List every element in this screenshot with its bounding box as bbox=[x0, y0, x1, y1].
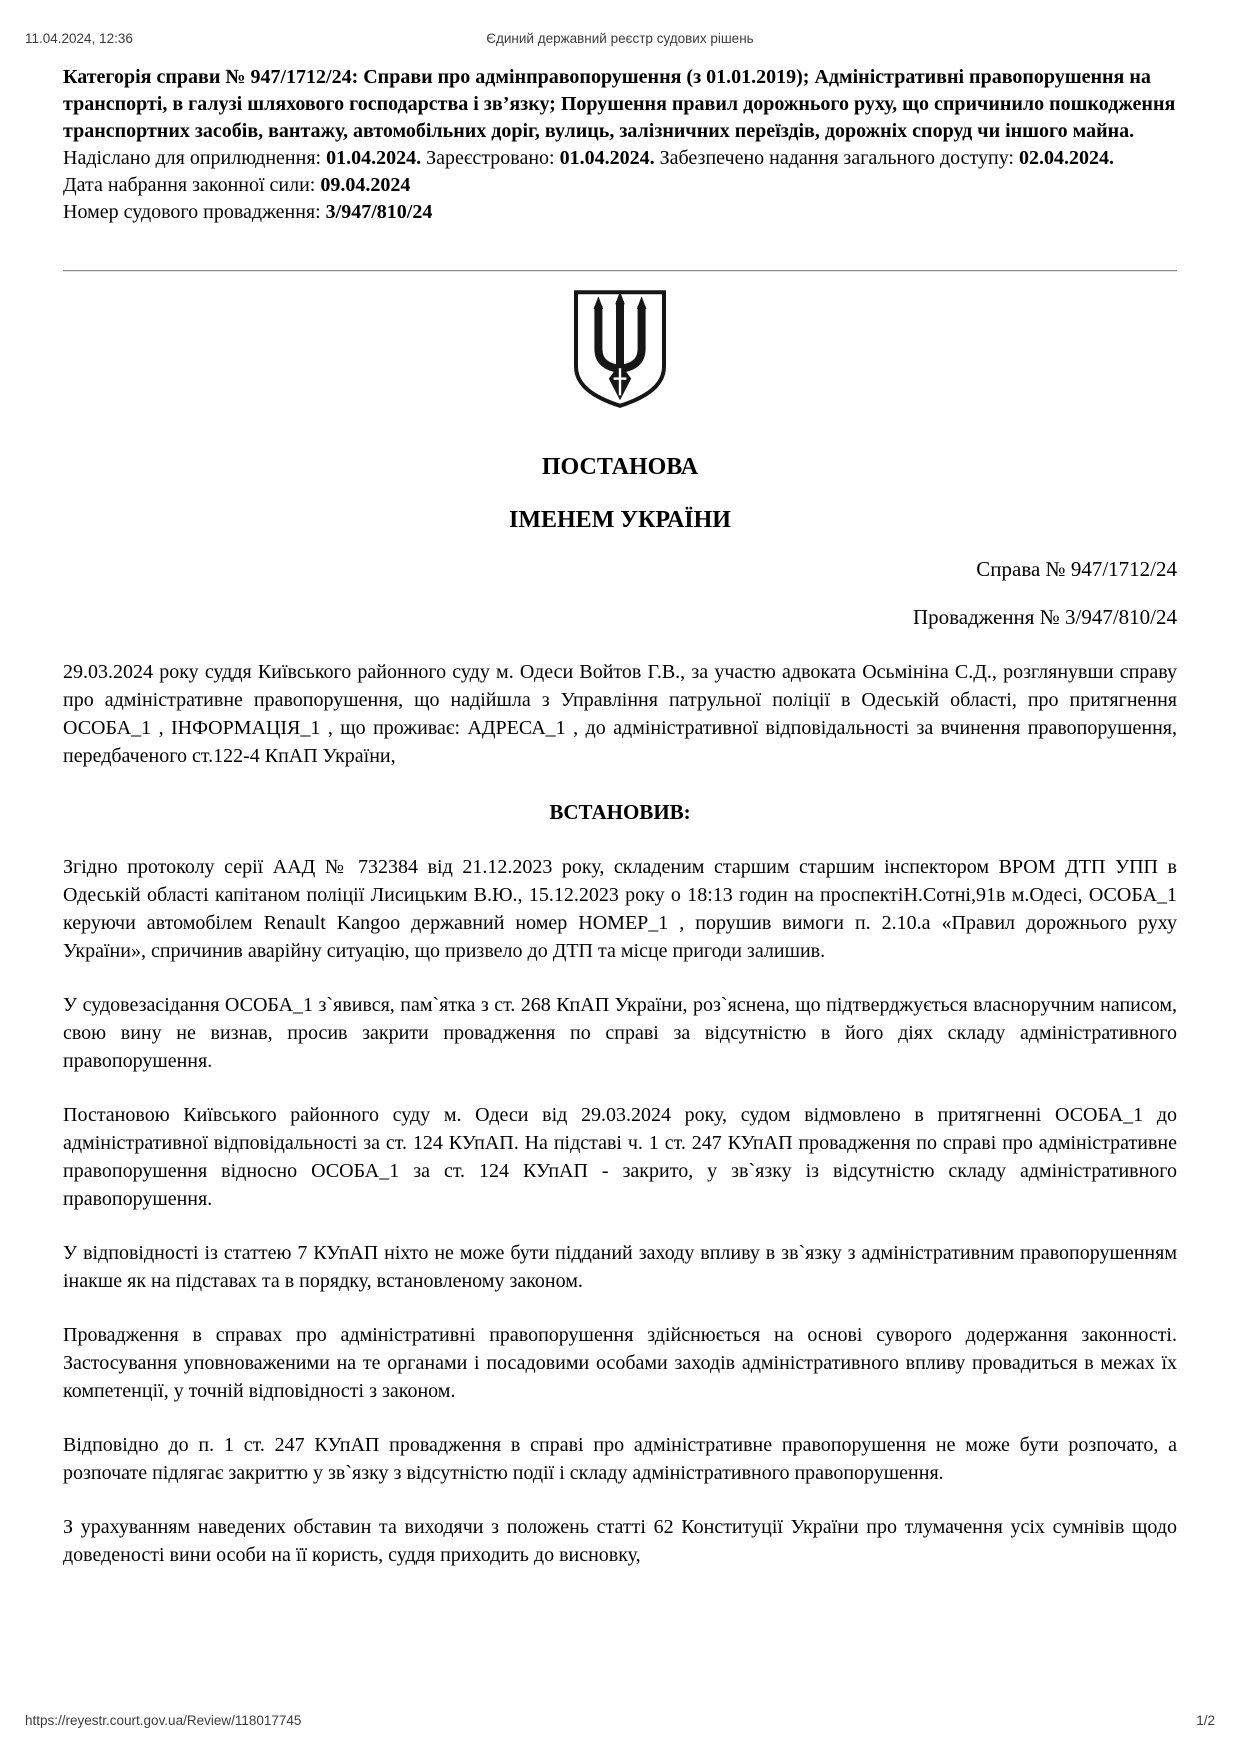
legal-force-line bbox=[63, 172, 1177, 199]
decision-subtitle: ІМЕНЕМ УКРАЇНИ bbox=[509, 507, 731, 533]
sent-label: Надіслано для оприлюднення: bbox=[63, 147, 327, 169]
body-paragraph: Постановою Київського районного суду м. Одеси від 29.03.2024 року, судом відмовлено в притягненні ОСОБА_1 до адміністративної відповідальності за ст. 124 КУпАП. На підставі ч. 1 ст. 247 КУпАП провадження по справі про адміністративне правопорушення відносно ОСОБА_1 за ст. 124 КУпАП - закрито, у зв`язку із відсутністю складу адміністративного правопорушення. bbox=[63, 1104, 1177, 1210]
divider bbox=[63, 270, 1177, 272]
body-paragraph: У судовезасідання ОСОБА_1 з`явився, пам`ятка з ст. 268 КпАП України, роз`яснена, що підтверджується власноручним написом, свою вину не визнав, просив закрити провадження по справі за відсутністю в його діях складу адміністративного правопорушення. bbox=[63, 994, 1177, 1072]
sent-date: 01.04.2024. bbox=[326, 147, 422, 169]
registry-title: Єдиний державний реєстр судових рішень bbox=[486, 31, 754, 46]
proceeding-label: Номер судового провадження: bbox=[63, 201, 326, 223]
body-paragraph: У відповідності із статтею 7 КУпАП ніхто не може бути підданий заходу впливу в зв`язку з адміністративним правопорушенням інакше як на підставах та в порядку, встановленому законом. bbox=[63, 1242, 1177, 1292]
proceeding-number-line bbox=[63, 199, 1177, 226]
coat-of-arms-ukraine bbox=[572, 288, 668, 415]
found-heading: ВСТАНОВИВ: bbox=[549, 800, 691, 824]
proceeding-number: 3/947/810/24 bbox=[325, 201, 433, 223]
body-paragraph: Провадження в справах про адміністративні правопорушення здійснюється на основі суворого додержання законності. Застосування уповноваженими на те органами і посадовими особами заходів адміністративного впливу провадиться в межах їх компетенції, у точній відповідності з законом. bbox=[63, 1324, 1177, 1402]
body-paragraph: З урахуванням наведених обставин та виходячи з положень статті 62 Конституції України про тлумачення усіх сумнівів щодо доведеності вини особи на її користь, суддя приходить до висновку, bbox=[63, 1516, 1177, 1566]
body-paragraph: Згідно протоколу серії ААД № 732384 від 21.12.2023 року, складеним старшим старшим інспектором ВРОМ ДТП УПП в Одеській області капітаном поліції Лисицьким В.Ю., 15.12.2023 року о 18:13 годин на проспектіН.Сотні,91в м.Одесі, ОСОБА_1 керуючи автомобілем Renault Kangoo державний номер НОМЕР_1 , порушив вимоги п. 2.10.а «Правил дорожнього руху України», спричинив аварійну ситуацію, що призвело до ДТП та місце пригоди залишив. bbox=[63, 856, 1177, 962]
proceeding-line: Провадження № 3/947/810/24 bbox=[912, 605, 1177, 629]
force-date: 09.04.2024 bbox=[320, 174, 411, 196]
publication-meta-line bbox=[63, 145, 1177, 172]
access-date: 02.04.2024. bbox=[1018, 147, 1114, 169]
force-label: Дата набрання законної сили: bbox=[63, 174, 321, 196]
decision-document bbox=[63, 64, 1177, 1569]
registered-date: 01.04.2024. bbox=[559, 147, 655, 169]
trident-icon bbox=[572, 288, 668, 410]
access-label: Забезпечено надання загального доступу: bbox=[654, 147, 1019, 169]
footer-url: https://reyestr.court.gov.ua/Review/118017745 bbox=[25, 1713, 302, 1728]
body-paragraph: Відповідно до п. 1 ст. 247 КУпАП провадження в справі про адміністративне правопорушення не може бути розпочато, а розпочате підлягає закриттю у зв`язку з відсутністю події і складу адміністративного правопорушення. bbox=[63, 1434, 1177, 1484]
page-number: 1/2 bbox=[1196, 1713, 1215, 1728]
decision-title: ПОСТАНОВА bbox=[541, 454, 699, 480]
print-datetime: 11.04.2024, 12:36 bbox=[25, 31, 133, 46]
case-number-line: Справа № 947/1712/24 bbox=[976, 557, 1177, 581]
registered-label: Зареєстровано: bbox=[421, 147, 560, 169]
intro-paragraph: 29.03.2024 року суддя Київського районного суду м. Одеси Войтов Г.В., за участю адвоката Осьмініна С.Д., розглянувши справу про адміністративне правопорушення, що надійшла з Управління патрульної поліції в Одеській області, про притягнення ОСОБА_1 , ІНФОРМАЦІЯ_1 , що проживає: АДРЕСА_1 , до адміністративної відповідальності за вчинення правопорушення, передбаченого ст.122-4 КпАП України, bbox=[63, 661, 1177, 767]
case-category: Категорія справи № 947/1712/24: Справи про адмінправопорушення (з 01.01.2019); Адміністративні правопорушення на транспорті, в галузі шляхового господарства і зв’язку; Порушення правил дорожнього руху, що спричинило пошкодження транспортних засобів, вантажу, автомобільних доріг, вулиць, залізничних переїздів, дорожніх споруд чи іншого майна. bbox=[63, 66, 1176, 142]
